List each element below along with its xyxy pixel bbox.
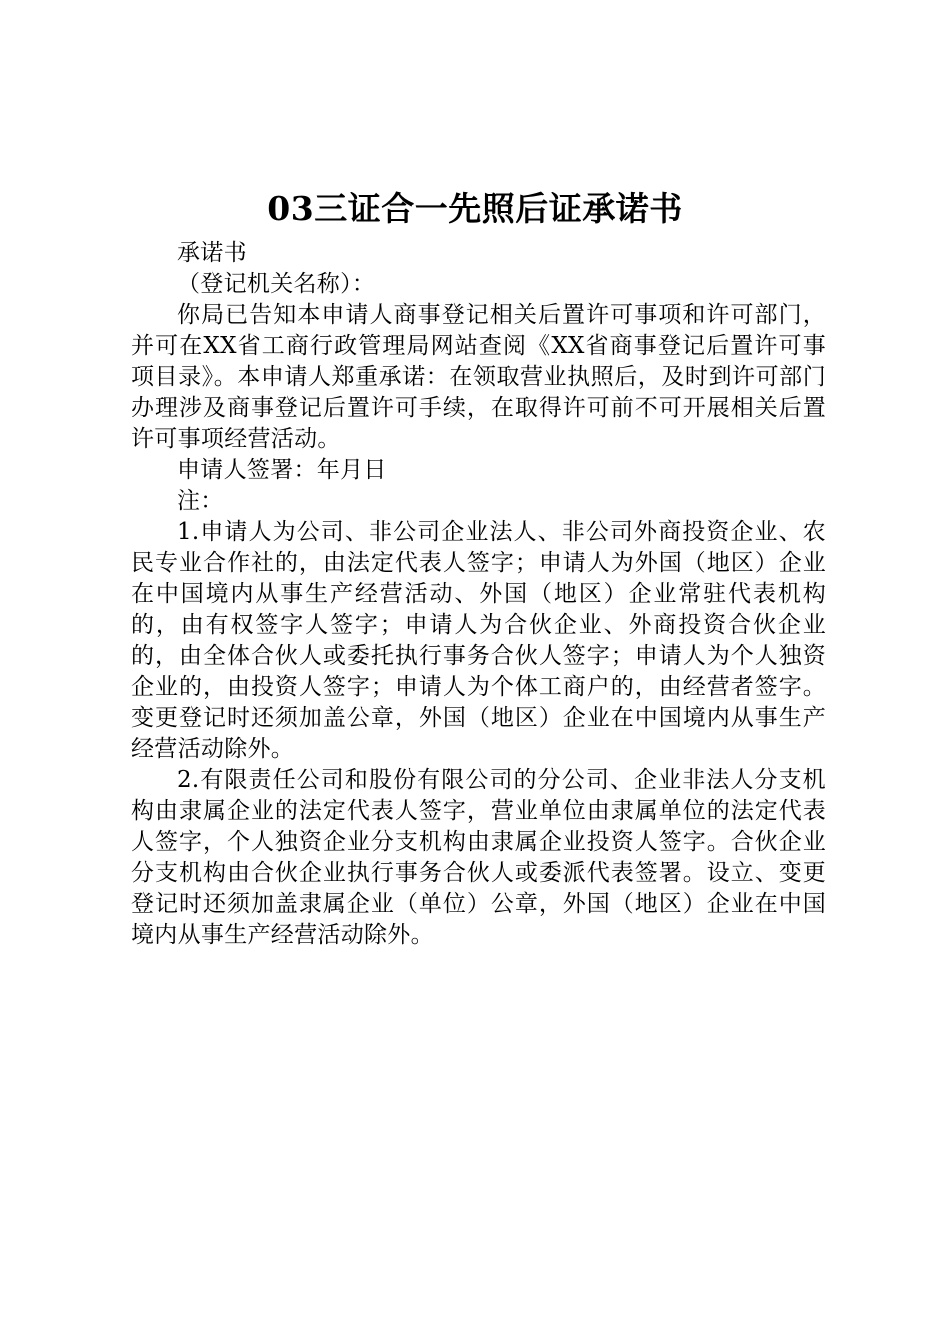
notes-label: 注：: [177, 488, 224, 514]
signature-line: 申请人签署：年月日: [177, 457, 387, 483]
document-body: [131, 238, 826, 951]
heading: 承诺书: [177, 240, 247, 266]
note-item: 1.申请人为公司、非公司企业法人、非公司外商投资企业、农民专业合作社的，由法定代表人签字；申请人为外国（地区）企业在中国境内从事生产经营活动、外国（地区）企业常驻代表机构的，由有权签字人签字；申请人为合伙企业、外商投资合伙企业的，由全体合伙人或委托执行事务合伙人签字；申请人为个人独资企业的，由投资人签字；申请人为个体工商户的，由经营者签字。变更登记时还须加盖公章，外国（地区）企业在中国境内从事生产经营活动除外。: [131, 519, 826, 762]
document-title: 03三证合一先照后证承诺书: [267, 189, 683, 228]
commitment-paragraph: 你局已告知本申请人商事登记相关后置许可事项和许可部门，并可在XX省工商行政管理局网站查阅《XX省商事登记后置许可事项目录》。本申请人郑重承诺：在领取营业执照后，及时到许可部门办理涉及商事登记后置许可手续，在取得许可前不可开展相关后置许可事项经营活动。: [131, 302, 826, 452]
note-item: 2.有限责任公司和股份有限公司的分公司、企业非法人分支机构由隶属企业的法定代表人签字，营业单位由隶属单位的法定代表人签字，个人独资企业分支机构由隶属企业投资人签字。合伙企业分支机构由合伙企业执行事务合伙人或委派代表签署。设立、变更登记时还须加盖隶属企业（单位）公章，外国（地区）企业在中国境内从事生产经营活动除外。: [131, 767, 826, 948]
addressee: （登记机关名称）：: [177, 271, 376, 297]
